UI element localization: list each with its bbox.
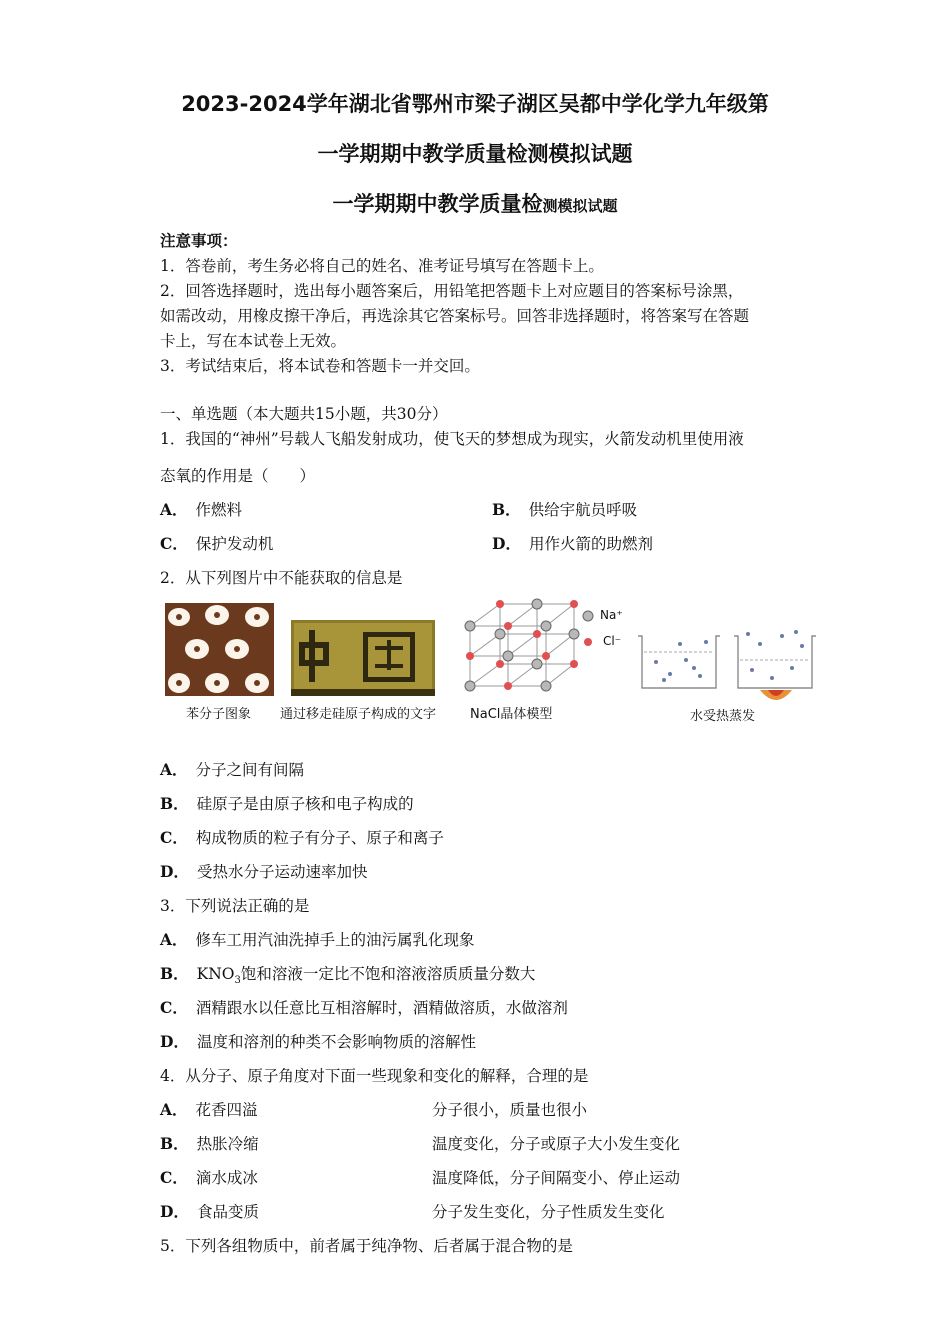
- q4-row-b: B． 热胀冷缩: [160, 1134, 259, 1153]
- legend-na: Na⁺: [600, 608, 623, 622]
- q1-option-c: C． 保护发动机: [160, 534, 274, 553]
- title-line-2: 一学期期中教学质量检测模拟试题: [317, 142, 633, 166]
- q1-option-d: D． 用作火箭的助燃剂: [492, 534, 653, 553]
- subtitle-small: 测模拟试题: [542, 197, 618, 215]
- q4-row-c-explanation: 温度降低，分子间隔变小、停止运动: [432, 1169, 681, 1187]
- q3-option-c: C． 酒精跟水以任意比互相溶解时，酒精做溶质，水做溶剂: [160, 998, 568, 1017]
- notice-item-1: 1．答卷前，考生务必将自己的姓名、准考证号填写在答题卡上。: [160, 257, 604, 275]
- subtitle-main: 一学期期中教学质量检: [332, 192, 543, 216]
- q4-row-a-explanation: 分子很小，质量也很小: [432, 1101, 588, 1119]
- caption-water: 水受热蒸发: [690, 709, 756, 724]
- q3-option-b: B． $KNO_3$饱和溶液一定比不饱和溶液溶质质量分数大: [160, 964, 536, 987]
- q3-option-a: A． 修车工用汽油洗掉手上的油污属乳化现象: [160, 930, 475, 949]
- q4-row-d: D． 食品变质: [160, 1202, 259, 1221]
- q1-stem-b: 态氧的作用是（ ）: [160, 467, 316, 485]
- q1-stem-a: 1．我国的“神州”号载人飞船发射成功，使飞天的梦想成为现实，火箭发动机里使用液: [160, 430, 744, 448]
- section-heading: 一、单选题（本大题共15小题，共30分）: [160, 405, 448, 423]
- q1-option-a: A． 作燃料: [160, 500, 243, 519]
- notice-heading: 注意事项：: [160, 231, 238, 250]
- q3-option-d: D． 温度和溶剂的种类不会影响物质的溶解性: [160, 1032, 476, 1051]
- water-evaporation-image: [636, 630, 822, 710]
- silicon-atoms-image: [291, 620, 435, 696]
- q2-option-b: B． 硅原子是由原子核和电子构成的: [160, 794, 414, 813]
- caption-silicon: 通过移走硅原子构成的文字: [280, 707, 437, 722]
- q4-stem: 4．从分子、原子角度对下面一些现象和变化的解释，合理的是: [160, 1067, 589, 1085]
- caption-benzene: 苯分子图象: [186, 707, 252, 722]
- q4-row-a: A． 花香四溢: [160, 1100, 258, 1119]
- q4-row-c: C． 滴水成冰: [160, 1168, 258, 1187]
- q3-stem: 3．下列说法正确的是: [160, 897, 310, 915]
- q4-row-b-explanation: 温度变化，分子或原子大小发生变化: [432, 1135, 681, 1153]
- notice-item-3: 3．考试结束后，将本试卷和答题卡一并交回。: [160, 357, 480, 375]
- q2-stem: 2．从下列图片中不能获取的信息是: [160, 569, 403, 587]
- notice-item-2c: 卡上，写在本试卷上无效。: [160, 332, 347, 350]
- q5-stem: 5．下列各组物质中，前者属于纯净物、后者属于混合物的是: [160, 1237, 573, 1255]
- benzene-image: [165, 603, 274, 696]
- notice-item-2a: 2．回答选择题时，选出每小题答案后，用铅笔把答题卡上对应题目的答案标号涂黑，: [160, 282, 744, 300]
- subtitle: [0, 188, 950, 218]
- q4-row-d-explanation: 分子发生变化，分子性质发生变化: [432, 1203, 665, 1221]
- q2-option-c: C． 构成物质的粒子有分子、原子和离子: [160, 828, 444, 847]
- caption-nacl: NaCl晶体模型: [470, 707, 553, 722]
- q1-option-b: B． 供给宇航员呼吸: [492, 500, 638, 519]
- title-line-1: 2023-2024学年湖北省鄂州市梁子湖区吴都中学化学九年级第: [181, 92, 769, 116]
- legend-cl: Cl⁻: [603, 634, 622, 648]
- q2-option-d: D． 受热水分子运动速率加快: [160, 862, 368, 881]
- notice-item-2b: 如需改动，用橡皮擦干净后，再选涂其它答案标号。回答非选择题时，将答案写在答题: [160, 307, 750, 325]
- q2-option-a: A． 分子之间有间隔: [160, 760, 305, 779]
